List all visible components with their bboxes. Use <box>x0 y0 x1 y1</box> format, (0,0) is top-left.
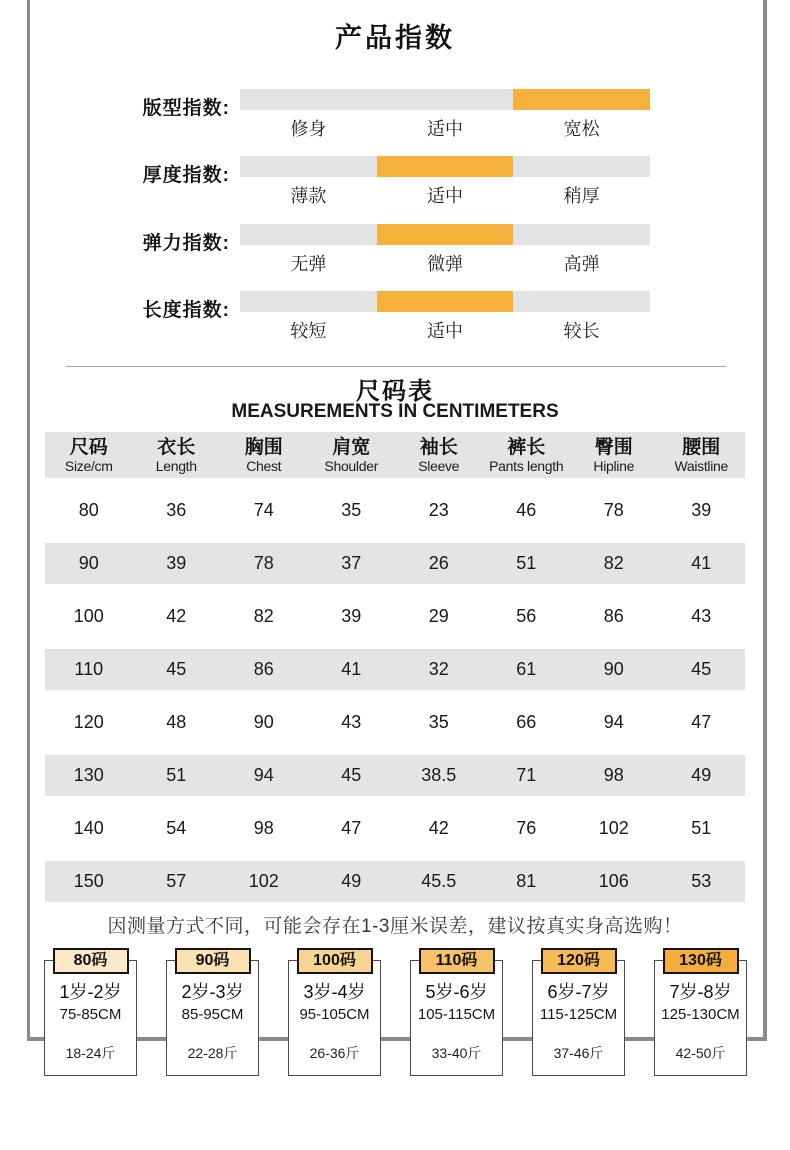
size-table-cell: 78 <box>253 553 274 573</box>
size-table-cell: 37 <box>341 553 362 573</box>
size-table-cell: 54 <box>166 818 187 838</box>
size-table-cell: 43 <box>341 712 362 732</box>
size-table-cell: 86 <box>253 659 274 679</box>
size-table-cell: 39 <box>691 500 712 520</box>
measurement-note: 因测量方式不同，可能会存在1-3厘米误差，建议按真实身高选购！ <box>107 916 683 937</box>
header-label-zh: 袖长 <box>419 436 458 458</box>
size-card-height-range: 115-125CM <box>539 1006 618 1023</box>
size-card-weight-range: 22-28斤 <box>187 1045 238 1061</box>
size-table-header-cell <box>133 437 221 474</box>
size-table-cell: 42 <box>428 818 449 838</box>
header-label-en: Hipline <box>593 457 635 474</box>
size-table-cell: 80 <box>78 500 99 520</box>
size-card-age-range: 5岁-6岁 <box>425 982 488 1002</box>
indicator-option-label: 修身 <box>290 119 327 139</box>
size-table-cell: 38.5 <box>421 765 457 785</box>
indicator-row <box>0 89 790 153</box>
size-table-row <box>45 543 745 584</box>
indicator-option-labels <box>240 182 650 208</box>
indicator-segment-active <box>377 156 514 177</box>
size-table-cell: 41 <box>691 553 712 573</box>
header-label-zh: 裤长 <box>507 436 546 458</box>
size-table-cell: 39 <box>166 553 187 573</box>
header-label-zh: 衣长 <box>157 436 196 458</box>
header-label-en: Waistline <box>674 457 729 474</box>
size-table-row <box>45 702 745 743</box>
size-table-cell: 36 <box>166 500 187 520</box>
header-label-zh: 腰围 <box>682 436 721 458</box>
size-table-cell: 82 <box>603 553 624 573</box>
indicator-option-labels <box>240 250 650 276</box>
size-table-cell: 42 <box>166 606 187 626</box>
size-card-height-range: 95-105CM <box>299 1006 370 1023</box>
header-label-zh: 胸围 <box>244 436 283 458</box>
size-card <box>532 952 625 1076</box>
size-table-cell: 56 <box>516 606 537 626</box>
size-card <box>288 952 381 1076</box>
size-table-cell: 45 <box>341 765 362 785</box>
header-label-en: Size/cm <box>64 457 113 474</box>
size-table-row <box>45 490 745 531</box>
indicator-option-label: 适中 <box>427 119 463 139</box>
size-table-cell: 98 <box>603 765 624 785</box>
size-card-badge: 120码 <box>541 948 617 974</box>
size-chart-title: 尺码表 <box>356 378 434 405</box>
size-table-cell: 120 <box>73 712 104 732</box>
indicator-label: 长度指数: <box>142 300 230 321</box>
size-table-header-cell <box>570 437 658 474</box>
size-table-cell: 53 <box>691 871 712 891</box>
size-table-row <box>45 649 745 690</box>
indicator-segment-active <box>377 224 514 245</box>
size-table-cell: 98 <box>253 818 274 838</box>
indicator-option-label: 稍厚 <box>563 186 600 206</box>
size-table-cell: 26 <box>428 553 449 573</box>
size-table-row <box>45 861 745 902</box>
indicator-label: 厚度指数: <box>142 165 230 186</box>
size-table-cell: 106 <box>598 871 629 891</box>
size-card-weight-range: 42-50斤 <box>675 1045 726 1061</box>
size-card <box>166 952 259 1076</box>
size-table-cell: 49 <box>341 871 362 891</box>
size-table-cell: 43 <box>691 606 712 626</box>
size-card-age-range: 1岁-2岁 <box>59 982 122 1002</box>
size-card-age-range: 6岁-7岁 <box>547 982 610 1002</box>
indicator-segment <box>240 89 377 110</box>
product-index-title: 产品指数 <box>335 23 455 53</box>
size-table-cell: 47 <box>691 712 712 732</box>
size-table <box>45 432 745 902</box>
size-table-cell: 81 <box>516 871 537 891</box>
size-table-header-cell <box>395 437 483 474</box>
header-label-en: Sleeve <box>418 457 460 474</box>
indicator-option-label: 较短 <box>290 321 327 341</box>
indicator-label: 弹力指数: <box>142 233 230 254</box>
size-table-header-cell <box>658 437 746 474</box>
size-table-row <box>45 596 745 637</box>
size-table-cell: 32 <box>428 659 449 679</box>
indicator-label: 版型指数: <box>142 98 230 119</box>
size-table-cell: 71 <box>516 765 537 785</box>
indicator-row <box>0 156 790 220</box>
size-card-height-range: 125-130CM <box>661 1006 740 1023</box>
size-card-badge: 80码 <box>53 948 129 974</box>
indicator-option-label: 微弹 <box>427 254 463 274</box>
indicator-bar <box>240 291 650 312</box>
size-card-badge: 100码 <box>297 948 373 974</box>
size-table-cell: 66 <box>516 712 537 732</box>
size-table-cell: 46 <box>516 500 537 520</box>
size-table-cell: 45 <box>166 659 187 679</box>
indicator-bar <box>240 89 650 110</box>
size-table-cell: 47 <box>341 818 362 838</box>
size-table-cell: 110 <box>74 659 104 679</box>
size-table-cell: 74 <box>253 500 274 520</box>
size-card-height-range: 75-85CM <box>59 1006 122 1023</box>
size-card-height-range: 85-95CM <box>181 1006 244 1023</box>
size-card-badge: 130码 <box>663 948 739 974</box>
size-table-header-cell <box>483 437 571 474</box>
size-table-cell: 94 <box>603 712 624 732</box>
indicator-option-label: 无弹 <box>290 254 327 274</box>
indicator-option-labels <box>240 115 650 141</box>
indicator-option-label: 较长 <box>563 321 600 341</box>
size-table-cell: 51 <box>166 765 187 785</box>
size-table-cell: 90 <box>78 553 99 573</box>
size-table-cell: 140 <box>73 818 104 838</box>
header-label-en: Shoulder <box>324 457 379 474</box>
indicator-segment <box>513 156 650 177</box>
size-table-cell: 41 <box>341 659 362 679</box>
size-card-weight-range: 33-40斤 <box>431 1045 482 1061</box>
indicator-segment <box>240 156 377 177</box>
size-table-cell: 130 <box>73 765 104 785</box>
size-card <box>44 952 137 1076</box>
indicator-option-label: 适中 <box>427 321 463 341</box>
size-card-weight-range: 18-24斤 <box>65 1045 116 1061</box>
size-card-badge: 110码 <box>419 948 495 974</box>
size-table-cell: 29 <box>428 606 449 626</box>
header-label-zh: 臀围 <box>594 436 633 458</box>
size-table-cell: 39 <box>341 606 362 626</box>
indicator-option-label: 适中 <box>427 186 463 206</box>
page-left-border <box>27 0 30 1041</box>
size-table-cell: 61 <box>516 659 537 679</box>
header-label-en: Chest <box>246 457 282 474</box>
size-table-cell: 94 <box>253 765 274 785</box>
size-table-cell: 90 <box>253 712 274 732</box>
size-table-cell: 45.5 <box>421 871 457 891</box>
indicator-option-label: 宽松 <box>563 119 600 139</box>
indicator-bar <box>240 156 650 177</box>
indicator-segment <box>513 291 650 312</box>
indicator-bar <box>240 224 650 245</box>
indicator-row <box>0 291 790 355</box>
indicator-option-label: 薄款 <box>290 186 327 206</box>
size-card <box>410 952 503 1076</box>
size-table-cell: 51 <box>516 553 537 573</box>
size-card-age-range: 7岁-8岁 <box>669 982 732 1002</box>
size-card-age-range: 2岁-3岁 <box>181 982 244 1002</box>
size-table-cell: 82 <box>253 606 274 626</box>
size-card-badge: 90码 <box>175 948 251 974</box>
size-table-cell: 102 <box>598 818 629 838</box>
indicator-segment <box>377 89 514 110</box>
size-table-header-cell <box>45 437 133 474</box>
size-card-weight-range: 26-36斤 <box>309 1045 360 1061</box>
size-table-cell: 23 <box>428 500 449 520</box>
size-table-cell: 102 <box>248 871 279 891</box>
header-label-en: Length <box>155 457 197 474</box>
size-table-cell: 35 <box>428 712 449 732</box>
size-table-cell: 49 <box>691 765 712 785</box>
indicator-option-labels <box>240 317 650 343</box>
size-table-cell: 86 <box>603 606 624 626</box>
size-card-height-range: 105-115CM <box>417 1006 496 1023</box>
header-label-en: Pants length <box>489 457 564 474</box>
header-label-zh: 肩宽 <box>332 436 371 458</box>
size-table-cell: 48 <box>166 712 187 732</box>
section-divider <box>66 366 726 367</box>
header-label-zh: 尺码 <box>69 436 108 458</box>
page-right-border <box>763 0 767 1041</box>
size-table-cell: 90 <box>603 659 624 679</box>
size-table-header-cell <box>220 437 308 474</box>
size-table-cell: 76 <box>516 818 537 838</box>
indicator-segment-active <box>377 291 514 312</box>
size-table-row <box>45 755 745 796</box>
size-card-age-range: 3岁-4岁 <box>303 982 366 1002</box>
size-card <box>654 952 747 1076</box>
size-table-cell: 100 <box>73 606 104 626</box>
size-table-cell: 35 <box>341 500 362 520</box>
size-card-weight-range: 37-46斤 <box>553 1045 604 1061</box>
indicator-segment <box>513 224 650 245</box>
indicator-row <box>0 224 790 288</box>
size-table-cell: 57 <box>166 871 187 891</box>
size-chart-subtitle: MEASUREMENTS IN CENTIMETERS <box>231 401 559 422</box>
indicator-segment-active <box>513 89 650 110</box>
size-table-header-cell <box>308 437 396 474</box>
size-table-cell: 51 <box>691 818 712 838</box>
indicator-segment <box>240 291 377 312</box>
size-table-cell: 150 <box>73 871 104 891</box>
size-table-header-row <box>45 432 745 478</box>
size-table-cell: 78 <box>603 500 624 520</box>
size-table-cell: 45 <box>691 659 712 679</box>
size-table-row <box>45 808 745 849</box>
indicator-segment <box>240 224 377 245</box>
indicator-option-label: 高弹 <box>563 254 600 274</box>
